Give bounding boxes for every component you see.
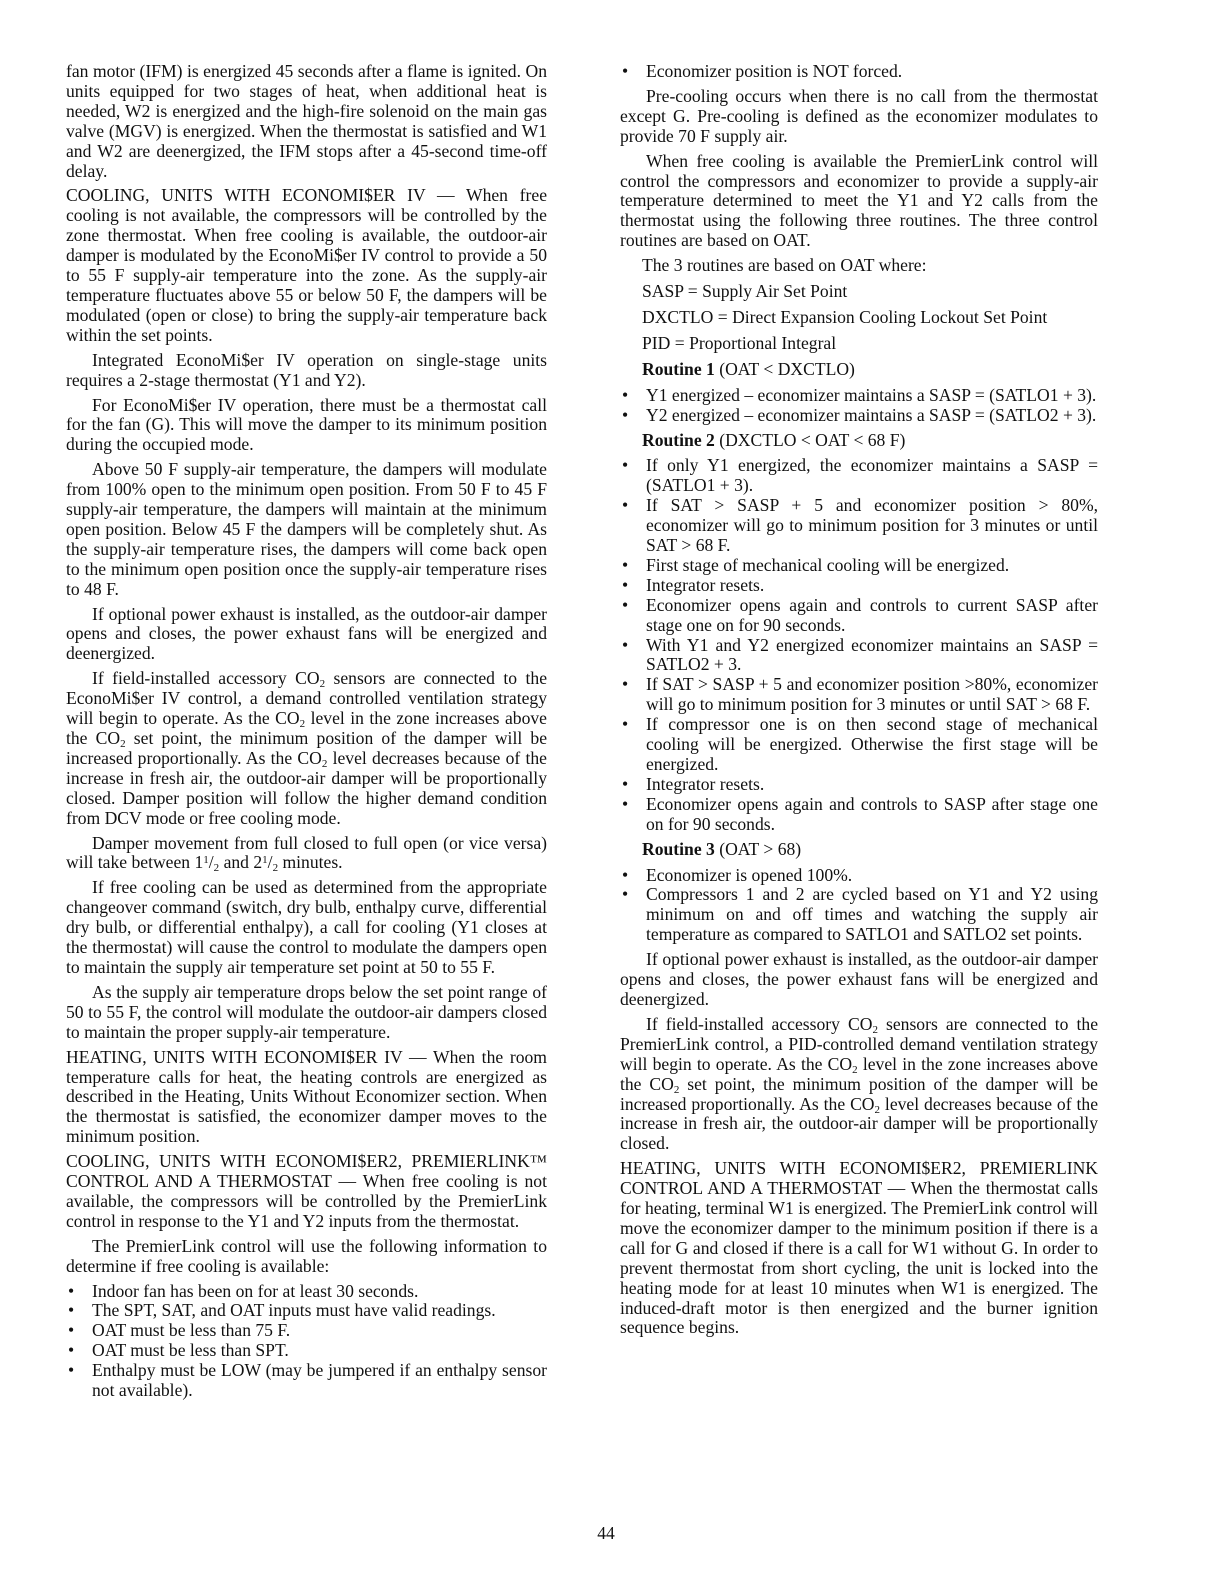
text-run: If field-installed accessory CO xyxy=(646,1013,873,1034)
text-run: sensors are connected to the PremierLink control, a PID-controlled demand ventilation strategy will begin to operate. As the CO xyxy=(620,1013,1098,1074)
fraction-denominator: 2 xyxy=(272,862,279,875)
subscript: 2 xyxy=(673,1083,680,1096)
page-number: 44 xyxy=(597,1523,615,1543)
text-run: minutes. xyxy=(278,852,343,873)
section-heading-paragraph: HEATING, UNITS WITH ECONOMI$ER IV — When the room temperature calls for heat, the heating controls are energized as described in the Heating, Units Without Economizer section. When the thermostat is satisfied, the economizer damper moves to the minimum position. xyxy=(66,1046,547,1147)
subscript: 2 xyxy=(299,718,306,731)
list-item: • Y2 energized – economizer maintains a SASP = (SATLO2 + 3). xyxy=(620,406,1098,426)
fraction-numerator: 1 xyxy=(203,854,209,867)
paragraph: Integrated EconoMi$er IV operation on single-stage units requires a 2-stage thermostat (Y1 and Y2). xyxy=(66,349,547,390)
paragraph: If optional power exhaust is installed, as the outdoor-air damper opens and closes, the power exhaust fans will be energized and deenergized. xyxy=(66,603,547,664)
paragraph: If optional power exhaust is installed, as the outdoor-air damper opens and closes, the power exhaust fans will be energized and deenergized. xyxy=(620,949,1098,1009)
list-item: • If only Y1 energized, the economizer maintains a SASP = (SATLO1 + 3). xyxy=(620,456,1098,496)
list-item: • First stage of mechanical cooling will be energized. xyxy=(620,556,1098,576)
bullet-list xyxy=(66,1282,547,1401)
right-column xyxy=(620,62,1098,1343)
paragraph: Above 50 F supply-air temperature, the dampers will modulate from 100% open to the minimum open position. From 50 F to 45 F supply-air temperature, the dampers will maintain at the minimum open position. Below 45 F the dampers will be completely shut. As the supply-air temperature rises, the dampers will come back open to the minimum open position once the supply-air temperature rises to 48 F. xyxy=(66,459,547,599)
paragraph-damper-movement xyxy=(66,834,547,874)
routine-2-heading xyxy=(620,431,1098,451)
subscript: 2 xyxy=(321,757,328,770)
routine-label: Routine 3 xyxy=(642,838,715,859)
paragraph: When free cooling is available the PremierLink control will control the compressors and economizer to provide a supply-air temperature determined to meet the Y1 and Y2 calls from the thermostat using the following three routines. The three control routines are based on OAT. xyxy=(620,150,1098,251)
routine-condition: (DXCTLO < OAT < 68 F) xyxy=(714,429,906,450)
text-run: level decreases because of the increase in fresh air, the outdoor-air damper will be proportionally closed. Damper position will follow the higher demand condition from DCV mode or free cooling mode. xyxy=(66,747,547,828)
routine-1-list xyxy=(620,386,1098,426)
text-run: and 2 xyxy=(219,852,263,873)
text-run: sensors are connected to the EconoMi$er IV control, a demand controlled ventilation strategy will begin to operate. As the CO xyxy=(66,668,547,729)
text-run: set point, the minimum position of the damper will be increased proportionally. As the CO xyxy=(620,1073,1098,1114)
text-run: level in the zone increases above the CO xyxy=(620,1053,1098,1094)
definition: PID = Proportional Integral xyxy=(642,332,837,353)
definition: DXCTLO = Direct Expansion Cooling Lockout Set Point xyxy=(642,306,1048,327)
fraction: $^1/_2$ xyxy=(262,852,279,875)
list-item: • If SAT > SASP + 5 and economizer position >80%, economizer will go to minimum position for 3 minutes or until SAT > 68 F. xyxy=(620,675,1098,715)
list-item: • OAT must be less than 75 F. xyxy=(66,1321,547,1341)
fraction: $^1/_2$ xyxy=(203,852,220,875)
list-item: • Compressors 1 and 2 are cycled based on Y1 and Y2 using minimum on and off times and watching the supply air temperature as compared to SATLO1 and SATLO2 set points. xyxy=(620,885,1098,945)
subscript: 2 xyxy=(319,678,326,691)
fraction-numerator: 1 xyxy=(262,854,268,867)
list-item: • Economizer opens again and controls to current SASP after stage one on for 90 seconds. xyxy=(620,596,1098,636)
definition: SASP = Supply Air Set Point xyxy=(642,281,848,302)
subscript: 2 xyxy=(872,1023,878,1036)
paragraph: As the supply air temperature drops below the set point range of 50 to 55 F, the control will modulate the outdoor-air dampers closed to maintain the proper supply-air temperature. xyxy=(66,981,547,1042)
list-item: • If compressor one is on then second stage of mechanical cooling will be energized. Otherwise the first stage will be energized. xyxy=(620,715,1098,775)
list-item: • Economizer opens again and controls to SASP after stage one on for 90 seconds. xyxy=(620,795,1098,835)
section-heading-paragraph: COOLING, UNITS WITH ECONOMI$ER IV — When free cooling is not available, the compressors will be controlled by the zone thermostat. When free cooling is available, the outdoor-air damper is modulated by the EconoMi$er IV control to provide a 50 to 55 F supply-air temperature into the zone. As the supply-air temperature fluctuates above 55 or below 50 F, the dampers will be modulated (open or close) to bring the supply-air temperature back within the set points. xyxy=(66,185,547,345)
list-item: • Indoor fan has been on for at least 30 seconds. xyxy=(66,1282,547,1302)
paragraph: The PremierLink control will use the following information to determine if free cooling is available: xyxy=(66,1235,547,1276)
routine-label: Routine 2 xyxy=(642,429,715,450)
paragraph: fan motor (IFM) is energized 45 seconds after a flame is ignited. On units equipped for two stages of heat, when additional heat is needed, W2 is energized and the high-fire solenoid on the main gas valve (MGV) is energized. When the thermostat is satisfied and W1 and W2 are deenergized, the IFM stops after a 45-second time-off delay. xyxy=(66,61,547,181)
text-run: set point, the minimum position of the damper will be increased proportionally. As the CO xyxy=(66,728,548,768)
section-heading-paragraph: COOLING, UNITS WITH ECONOMI$ER2, PREMIERLINK™ CONTROL AND A THERMOSTAT — When free cooling is not available, the compressors will be controlled by the PremierLink control in response to the Y1 and Y2 inputs from the thermostat. xyxy=(66,1151,547,1231)
paragraph: If free cooling can be used as determined from the appropriate changeover command (switch, dry bulb, enthalpy curve, differential dry bulb, or differential enthalpy), a call for cooling (Y1 closes at the thermostat) will cause the control to modulate the dampers open to maintain the supply air temperature set point at 50 to 55 F. xyxy=(66,877,547,977)
paragraph-co2 xyxy=(66,669,547,828)
text-run: If field-installed accessory CO xyxy=(92,668,320,689)
list-item: • Y1 energized – economizer maintains a SASP = (SATLO1 + 3). xyxy=(620,386,1098,406)
list-item: • Enthalpy must be LOW (may be jumpered if an enthalpy sensor not available). xyxy=(66,1361,547,1401)
list-item: • If SAT > SASP + 5 and economizer position > 80%, economizer will go to minimum position for 3 minutes or until SAT > 68 F. xyxy=(620,496,1098,556)
routine-3-list xyxy=(620,866,1098,946)
left-column xyxy=(66,62,547,1406)
paragraph-co2 xyxy=(620,1015,1098,1154)
routine-1-heading xyxy=(620,360,1098,380)
list-item: • Integrator resets. xyxy=(620,576,1098,596)
routine-label: Routine 1 xyxy=(642,358,715,379)
bullet-list xyxy=(620,62,1098,82)
list-item: • Economizer is opened 100%. xyxy=(620,866,1098,886)
paragraph: For EconoMi$er IV operation, there must be a thermostat call for the fan (G). This will move the damper to its minimum position during the occupied mode. xyxy=(66,394,547,455)
list-item: • Integrator resets. xyxy=(620,775,1098,795)
routine-3-heading xyxy=(620,840,1098,860)
paragraph: Pre-cooling occurs when there is no call from the thermostat except G. Pre-cooling is defined as the economizer modulates to provide 70 F supply air. xyxy=(620,85,1098,146)
paragraph: The 3 routines are based on OAT where: xyxy=(642,255,927,276)
text-run: level in the zone increases above the CO xyxy=(66,708,547,748)
subscript: 2 xyxy=(874,1103,881,1116)
text-run: level decreases because of the increase in fresh air, the outdoor-air damper will be proportionally closed. xyxy=(620,1093,1098,1154)
list-item: • The SPT, SAT, and OAT inputs must have valid readings. xyxy=(66,1301,547,1321)
subscript: 2 xyxy=(120,738,126,750)
list-item: • OAT must be less than SPT. xyxy=(66,1341,547,1361)
list-item: • Economizer position is NOT forced. xyxy=(620,62,1098,82)
list-item: • With Y1 and Y2 energized economizer maintains an SASP = SATLO2 + 3. xyxy=(620,636,1098,676)
section-heading-paragraph: HEATING, UNITS WITH ECONOMI$ER2, PREMIERLINK CONTROL AND A THERMOSTAT — When the thermostat calls for heating, terminal W1 is energized. The PremierLink control will move the economizer damper to the minimum position if there is a call for G and closed if there is a call for W1 without G. In order to prevent thermostat from short cycling, the unit is locked into the heating mode for at least 10 minutes when W1 is energized. The induced-draft motor is then energized and the burner ignition sequence begins. xyxy=(620,1158,1098,1338)
routine-2-list xyxy=(620,456,1098,834)
routine-condition: (OAT < DXCTLO) xyxy=(714,358,855,379)
subscript: 2 xyxy=(852,1063,858,1076)
fraction-denominator: 2 xyxy=(213,862,220,875)
text-run: Damper movement from full closed to full open (or vice versa) will take between 1 xyxy=(66,832,547,873)
routine-condition: (OAT > 68) xyxy=(714,838,802,859)
